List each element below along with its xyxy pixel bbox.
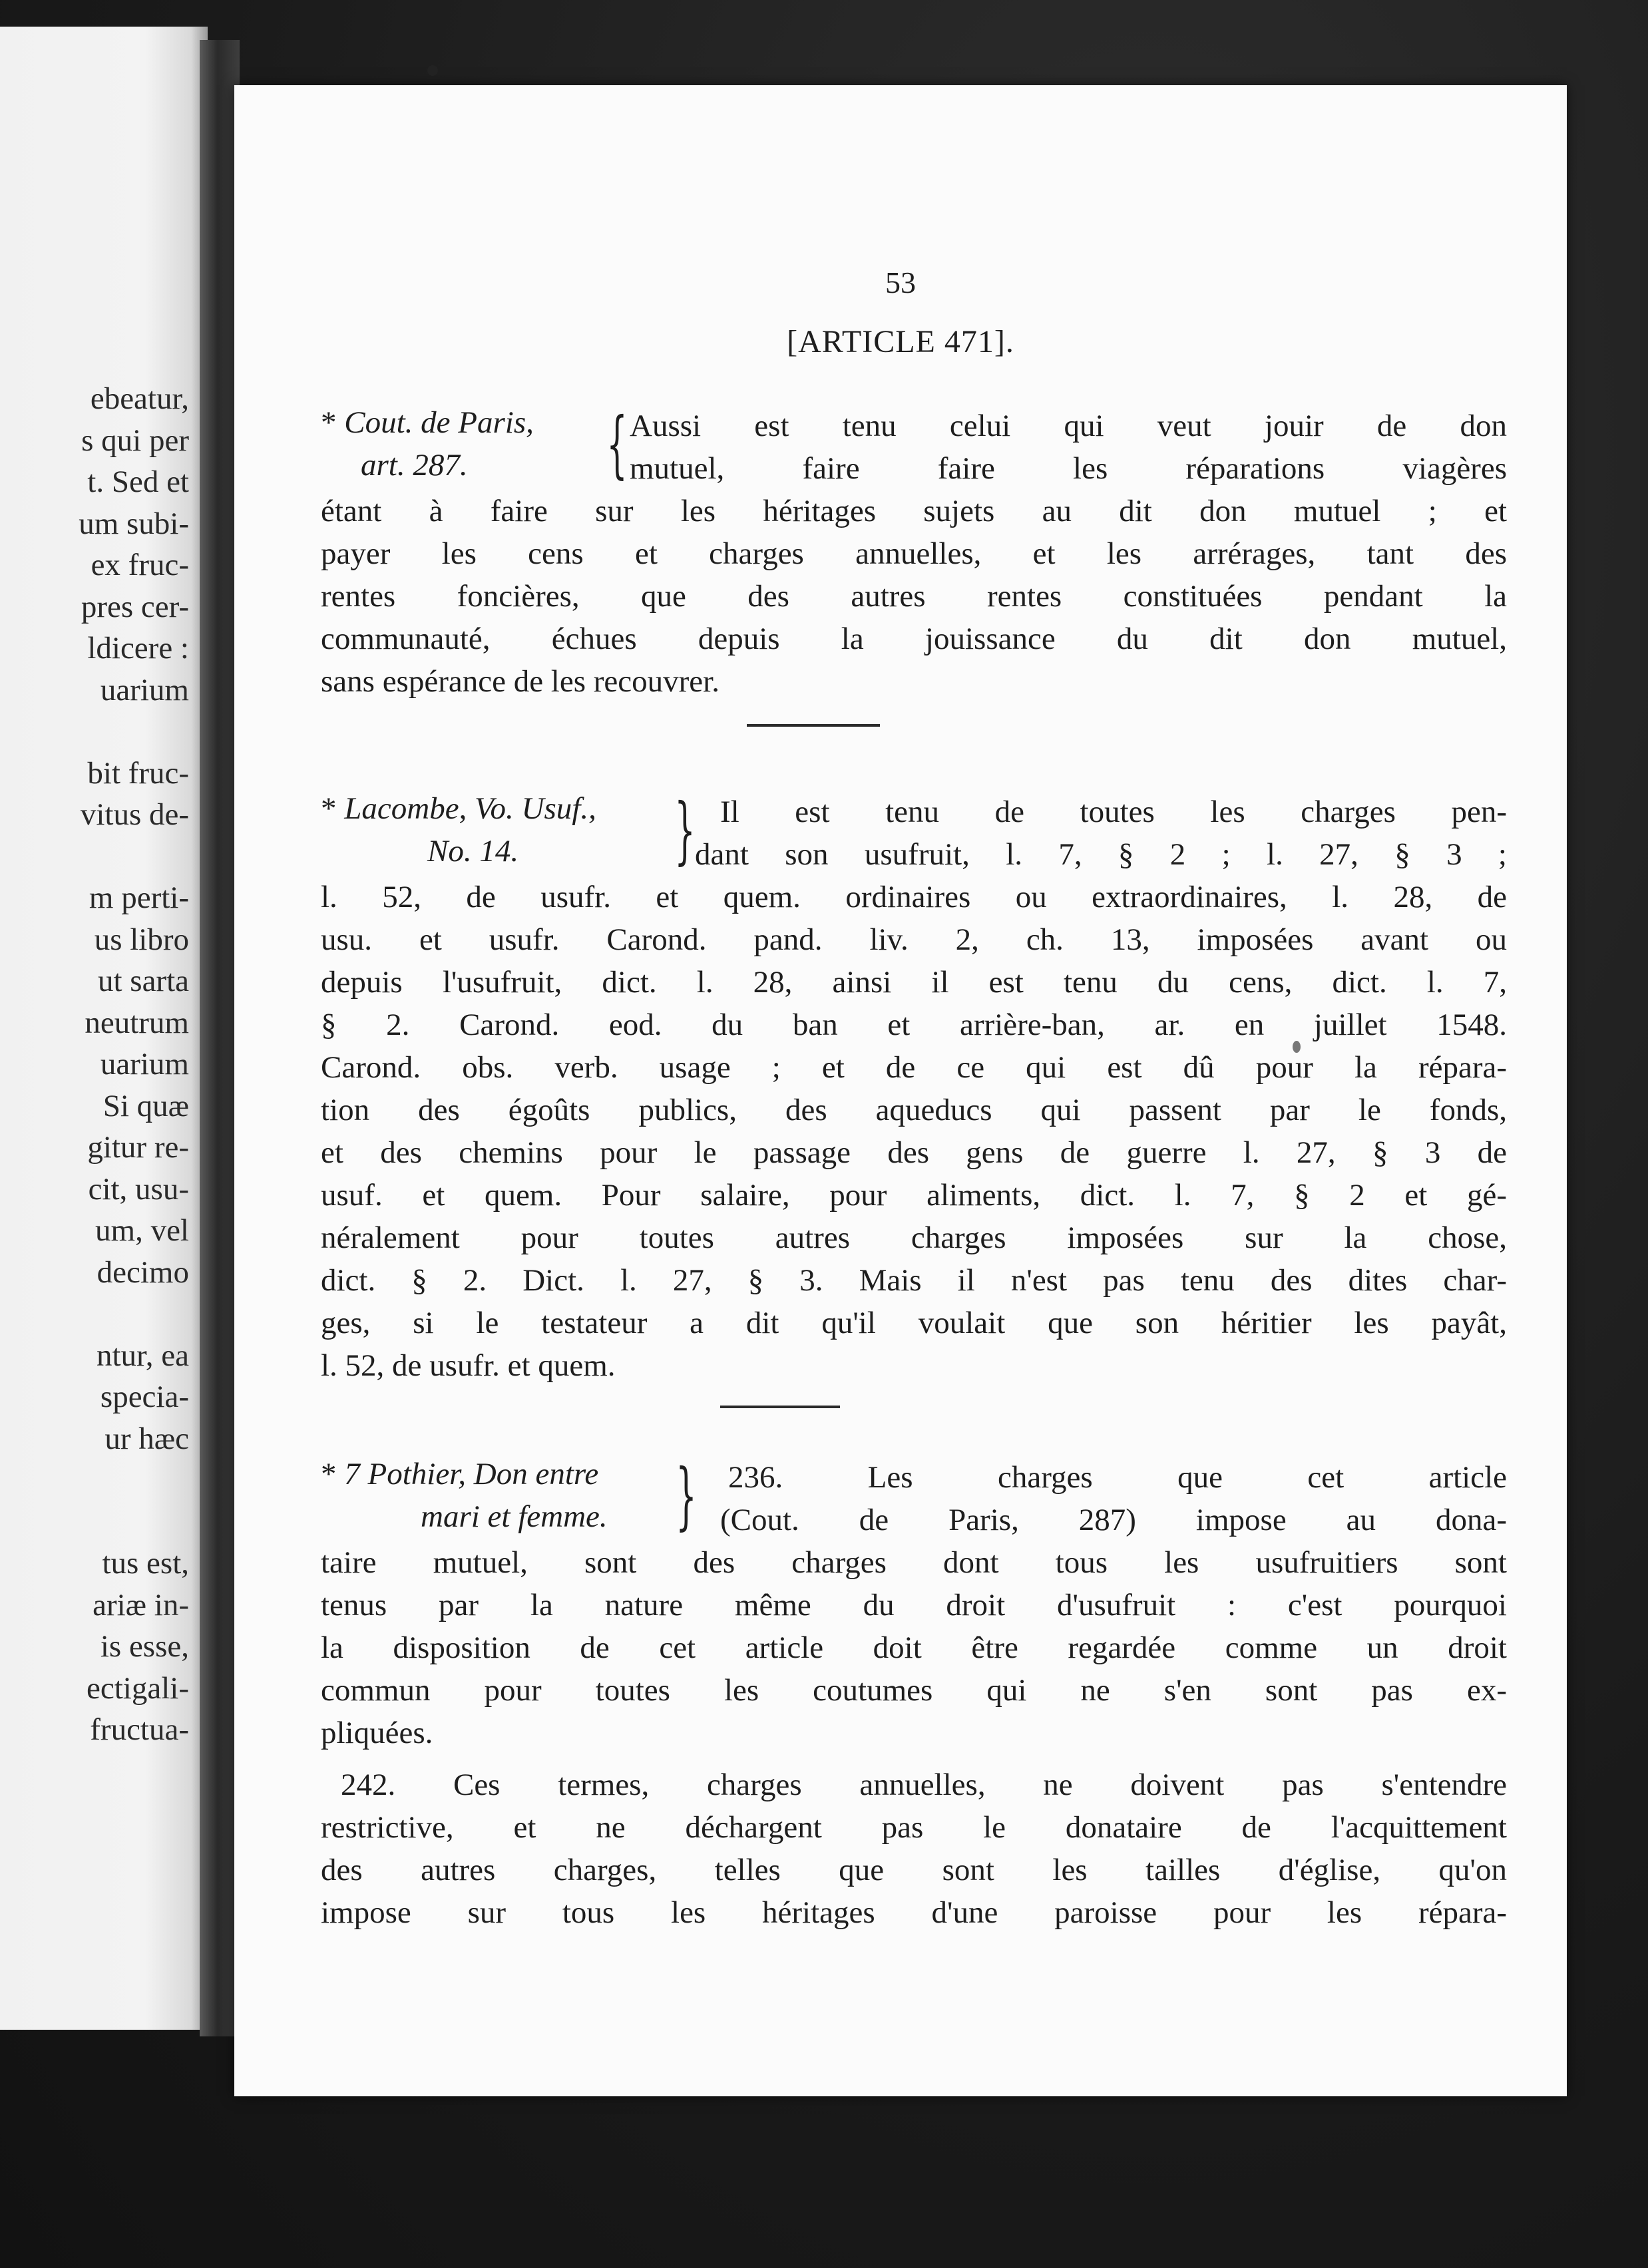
brace-glyph: } [674,787,696,872]
left-page-text-line: um, vel [95,1213,189,1248]
side-reference-2: mari et femme. [421,1499,608,1534]
left-page-text-line: fructua- [90,1712,189,1747]
section-divider [720,1406,840,1408]
left-page-text-line: neutrum [85,1005,189,1040]
left-page-text-line: ectigali- [87,1670,189,1706]
text-line: des autres charges, telles que sont les tailles d'église, qu'on [321,1853,1507,1887]
left-page-text-line: ebeatur, [90,381,189,416]
left-page-text-line: specia- [100,1380,189,1414]
left-page-text-line: ariæ in- [93,1587,189,1622]
text-line: restrictive, et ne déchargent pas le donataire de l'acquittement [321,1810,1507,1845]
left-page-text-line: pres cer- [81,589,189,624]
left-page-text-line: ldicere : [87,631,189,665]
left-page-text-line: s qui per [81,423,189,458]
left-page-text-line: ex fruc- [91,548,189,582]
side-reference-2: art. 287. [361,448,468,482]
left-page-text-line: bit fruc- [87,755,189,791]
left-page-text-line: vitus de- [80,797,189,832]
text-line: dant son usufruit, l. 7, § 2 ; l. 27, § 3 ; [695,837,1507,872]
text-line: (Cout. de Paris, 287) impose au dona- [720,1503,1507,1537]
left-page-text-line: is esse, [100,1629,189,1664]
text-line: Il est tenu de toutes les charges pen- [720,795,1507,829]
text-line: pliquées. [321,1716,433,1750]
left-page-text-line: us libro [94,922,189,957]
left-facing-page [0,27,208,2030]
text-line: rentes foncières, que des autres rentes constituées pendant la [321,579,1507,614]
page-number: 53 [885,266,916,299]
left-page-text-line: m perti- [89,880,189,915]
left-page-text-line: ntur, ea [96,1338,189,1373]
text-line: usuf. et quem. Pour salaire, pour aliments, dict. l. 7, § 2 et gé- [321,1178,1507,1213]
left-page-text-line: cit, usu- [88,1171,189,1207]
text-line: tenus par la nature même du droit d'usufruit : c'est pourquoi [321,1588,1507,1622]
scanned-page [234,85,1567,2096]
text-line: communauté, échues depuis la jouissance du dit don mutuel, [321,622,1507,656]
left-page-text-line: uarium [100,672,189,707]
left-page-text-line: ur hæc [104,1421,189,1456]
ref-line-1: Cout. de Paris, [344,405,534,440]
text-line: usu. et usufr. Carond. pand. liv. 2, ch. 13, imposées avant ou [321,922,1507,957]
side-reference: * Lacombe, Vo. Usuf., [321,791,596,826]
text-line: néralement pour toutes autres charges imposées sur la chose, [321,1221,1507,1255]
page-gutter [200,40,240,2036]
text-line: et des chemins pour le passage des gens de guerre l. 27, § 3 de [321,1135,1507,1170]
text-line: mutuel, faire faire les réparations viagères [630,451,1507,486]
text-line: la disposition de cet article doit être regardée comme un droit [321,1630,1507,1665]
side-reference: * Cout. de Paris, [321,405,534,440]
text-line: payer les cens et charges annuelles, et les arrérages, tant des [321,536,1507,571]
text-line: Aussi est tenu celui qui veut jouir de don [630,409,1507,443]
article-title: [ARTICLE 471]. [787,324,1014,359]
left-page-text-line: gitur re- [87,1130,189,1165]
text-line: depuis l'usufruit, dict. l. 28, ainsi il est tenu du cens, dict. l. 7, [321,965,1507,1000]
text-line: 242. Ces termes, charges annuelles, ne doivent pas s'entendre [341,1768,1507,1802]
text-line: étant à faire sur les héritages sujets au dit don mutuel ; et [321,494,1507,528]
left-page-text-line: t. Sed et [87,465,189,499]
text-line: Carond. obs. verb. usage ; et de ce qui est dû pour la répara- [321,1050,1507,1085]
text-line: l. 52, de usufr. et quem. [321,1348,616,1383]
text-line: impose sur tous les héritages d'une paroisse pour les répara- [321,1895,1507,1930]
brace-glyph: } [676,1453,697,1538]
text-line: taire mutuel, sont des charges dont tous les usufruitiers sont [321,1545,1507,1580]
side-reference: * 7 Pothier, Don entre [321,1457,599,1491]
left-page-text-line: ut sarta [97,964,189,998]
text-line: 236. Les charges que cet article [728,1460,1507,1495]
text-line: tion des égoûts publics, des aqueducs qui passent par le fonds, [321,1093,1507,1127]
section-divider [747,724,880,727]
brace-glyph: { [606,401,628,486]
text-line: § 2. Carond. eod. du ban et arrière-ban, ar. en juillet 1548. [321,1008,1507,1042]
left-page-text-line: tus est, [102,1546,189,1581]
left-page-text-line: um subi- [79,506,189,541]
text-line: ges, si le testateur a dit qu'il voulait que son héritier les payât, [321,1306,1507,1340]
text-line: sans espérance de les recouvrer. [321,664,720,699]
ref-line-1: Lacombe, Vo. Usuf., [344,791,596,826]
text-line: dict. § 2. Dict. l. 27, § 3. Mais il n'est pas tenu des dites char- [321,1263,1507,1298]
ink-speck [427,65,438,76]
ref-line-1: 7 Pothier, Don entre [344,1457,599,1491]
text-line: commun pour toutes les coutumes qui ne s'en sont pas ex- [321,1673,1507,1708]
side-reference-2: No. 14. [427,834,519,868]
left-page-text-line: Si quæ [103,1088,189,1123]
text-line: l. 52, de usufr. et quem. ordinaires ou extraordinaires, l. 28, de [321,880,1507,914]
left-page-text-line: decimo [97,1254,189,1290]
left-page-text-line: uarium [100,1047,189,1081]
